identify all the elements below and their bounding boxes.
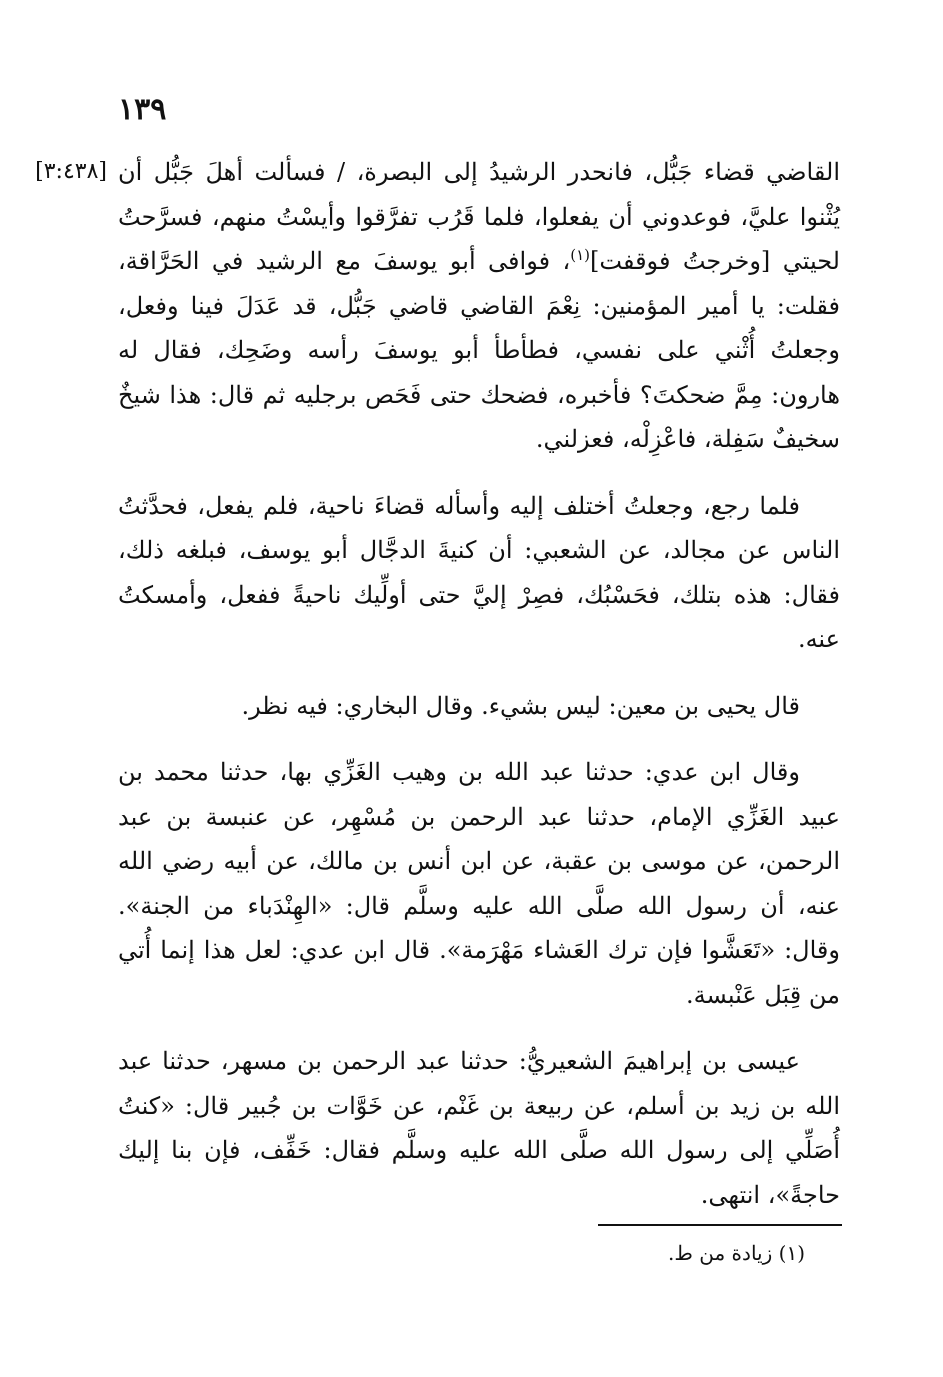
footnote-ref[interactable]: (١) <box>570 246 591 264</box>
paragraph-4: وقال ابن عدي: حدثنا عبد الله بن وهيب الغَزِّي بها، حدثنا محمد بن عبيد الغَزِّي الإمام، حدثنا عبد الرحمن بن مُسْهِر، عن عنبسة بن عبد الرحمن، عن موسى بن عقبة، عن ابن أنس بن مالك، عن أبيه رضي الله عنه، أن رسول الله صلَّى الله عليه وسلَّم قال: «الهِنْدَباء من الجنة». وقال: «تَعَشَّوا فإن ترك العَشاء مَهْرَمة». قال ابن عدي: لعل هذا إنما أُتي من قِبَل عَنْبسة. <box>118 758 840 1009</box>
volume-reference: [٣:٤٣٨] <box>35 159 107 184</box>
page-number: ١٣٩ <box>118 92 167 127</box>
paragraph-3: قال يحيى بن معين: ليس بشيء. وقال البخاري: فيه نظر. <box>241 691 800 720</box>
footnote-marker: (١) <box>778 1241 805 1265</box>
footnote <box>668 1238 805 1268</box>
main-text <box>118 150 840 1217</box>
paragraph-5: عيسى بن إبراهيمَ الشعيريُّ: حدثنا عبد الرحمن بن مسهر، حدثنا عبد الله بن زيد بن أسلم، عن ربيعة بن غَنْم، عن خَوَّات بن جُبير قال: «كنتُ أُصَلِّي إلى رسول الله صلَّى الله عليه وسلَّم فقال: خَفِّف، فإن بنا إليك حاجةً»، انتهى. <box>118 1047 840 1209</box>
footnote-divider <box>598 1224 842 1226</box>
footnote-text: زيادة من ط. <box>668 1241 773 1265</box>
paragraph-1-text: القاضي قضاء جَبُّل، فانحدر الرشيدُ إلى البصرة، / فسألت أهلَ جَبُّل أن يُثْنوا عليَّ، فوعدوني أن يفعلوا، فلما قَرُب تفرَّقوا وأيسْتُ منهم، فسرَّحتُ لحيتي [وخرجتُ فوقفت] <box>118 158 840 275</box>
paragraph-2: فلما رجع، وجعلتُ أختلف إليه وأسأله قضاءَ ناحية، فلم يفعل، فحدَّثتُ الناس عن مجالد، عن الشعبي: أن كنيةَ الدجَّال أبو يوسف، فبلغه ذلك، فقال: هذه بتلك، فحَسْبُك، فصِرْ إليَّ حتى أولِّيك ناحيةً ففعل، وأمسكتُ عنه. <box>118 491 840 653</box>
paragraph-1-continuation: ، فوافى أبو يوسفَ مع الرشيد في الحَرَّاقة، فقلت: يا أمير المؤمنين: نِعْمَ القاضي قاضي جَبُّل، قد عَدَلَ فينا وفعل، وجعلتُ أُثْني على نفسي، فطأطأ أبو يوسفَ رأسه وضَحِك، فقال له هارون: مِمَّ ضحكتَ؟ فأخبره، فضحك حتى فَحَص برجليه ثم قال: هذا شيخٌ سخيفٌ سَفِلة، فاعْزِلْه، فعزلني. <box>118 247 841 453</box>
paragraph-1 <box>118 150 840 462</box>
